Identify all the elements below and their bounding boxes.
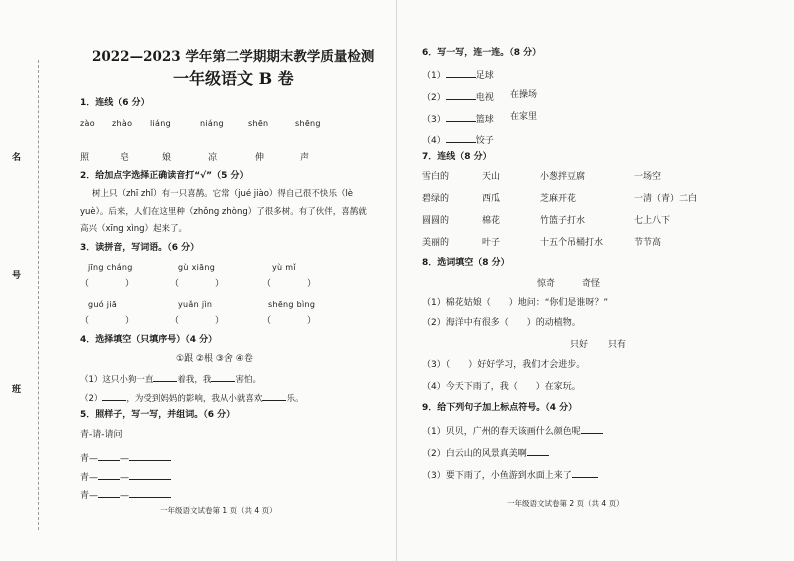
q7-cell: 一清（青）二白 [634,194,698,204]
q5-row: 青— — [80,451,171,465]
q1-char: 声 [300,153,310,163]
q3-answer-box[interactable]: （ ） [170,316,225,326]
q6-place: 在操场 [510,90,538,100]
q7-cell: 节节高 [634,238,662,248]
binding-line [38,60,39,530]
q2-heading: 2．给加点字选择正确读音打“√”（5 分） [80,171,249,181]
q4-sentence-2: （2） ，为受到妈妈的影响，我从小就喜欢 乐。 [80,391,303,405]
q1-pinyin: niáng [200,119,224,128]
q1-pinyin: liáng [150,119,171,128]
q3-answer-box[interactable]: （ ） [262,316,317,326]
q5-heading: 5．照样子，写一写，并组词。（6 分） [80,410,236,420]
q1-heading: 1．连线（6 分） [80,98,150,108]
q3-pinyin: jīng cháng [88,263,133,272]
q8-word: 奇怪 [582,279,601,289]
q7-cell: 叶子 [482,238,501,248]
q2-passage-line: 高兴（xīng xìng）起来了。 [80,224,188,234]
blank[interactable] [98,451,120,461]
q6-item: （2） 电视 [422,90,494,104]
q7-heading: 7．连线（8 分） [422,152,492,162]
q8-word: 只有 [608,340,627,350]
blank[interactable] [446,90,476,100]
q3-pinyin: gù xiāng [178,263,216,272]
q7-cell: 芝麻开花 [540,194,577,204]
page-footer: 一年级语文试卷第 2 页（共 4 页） [507,499,624,508]
q9-sentence: （3）要下雨了，小鱼游到水面上来了 [422,468,598,482]
q3-pinyin: yù mǐ [272,263,296,272]
blank[interactable] [102,391,126,401]
q8-sentence: （2）海洋中有很多（ ）的动植物。 [422,318,581,328]
q6-item: （4） 饺子 [422,133,494,147]
blank[interactable] [129,470,171,480]
q7-cell: 十五个吊桶打水 [540,238,604,248]
q5-row: 青— — [80,488,171,502]
q7-cell: 七上八下 [634,216,671,226]
blank[interactable] [262,391,286,401]
exam-subtitle: 一年级语文 B 卷 [173,69,294,88]
q2-passage-line: yuè）。后来，人们在这里种（zhǒng zhòng）了很多树。有了伙伴，喜鹊就 [80,207,367,217]
q8-word: 只好 [570,340,589,350]
q3-answer-box[interactable]: （ ） [170,279,225,289]
blank[interactable] [446,68,476,78]
q1-char: 娘 [162,153,172,163]
q5-example: 青-请-请问 [80,430,123,440]
q6-item: （1） 足球 [422,68,494,82]
q7-cell: 一场空 [634,172,662,182]
page-footer: 一年级语文试卷第 1 页（共 4 页） [160,506,277,515]
q1-pinyin: shēng [295,119,321,128]
q3-heading: 3．读拼音，写词语。（6 分） [80,243,200,253]
q3-pinyin: yuǎn jìn [178,300,213,309]
margin-label-name: 名 [12,153,22,163]
margin-label-class: 班 [12,385,22,395]
q7-cell: 竹篮子打水 [540,216,586,226]
q3-answer-box[interactable]: （ ） [80,316,135,326]
blank[interactable] [446,112,476,122]
q7-cell: 雪白的 [422,172,450,182]
q1-pinyin: zhào [112,119,133,128]
q6-heading: 6．写一写，连一连。（8 分） [422,48,542,58]
q3-answer-box[interactable]: （ ） [262,279,317,289]
blank[interactable] [98,470,120,480]
q7-cell: 西瓜 [482,194,501,204]
q7-cell: 美丽的 [422,238,450,248]
q7-cell: 天山 [482,172,501,182]
blank[interactable] [153,372,177,382]
q3-pinyin: shēng bìng [268,300,316,309]
q1-pinyin: shēn [248,119,269,128]
q6-place: 在家里 [510,112,538,122]
q4-options: ①跟 ②根 ③舍 ④卷 [176,354,253,364]
q4-heading: 4．选择填空（只填序号）（4 分） [80,335,218,345]
blank[interactable] [211,372,235,382]
q3-answer-box[interactable]: （ ） [80,279,135,289]
q8-sentence: （3）（ ）好好学习，我们才会进步。 [422,360,586,370]
blank[interactable] [129,451,171,461]
q5-row: 青— — [80,470,171,484]
margin-label-number: 号 [12,271,22,281]
blank[interactable] [527,446,549,456]
q7-cell: 棉花 [482,216,501,226]
q7-cell: 小葱拌豆腐 [540,172,586,182]
q3-pinyin: guó jiā [88,300,118,309]
blank[interactable] [446,133,476,143]
q9-heading: 9．给下列句子加上标点符号。（4 分） [422,403,578,413]
q1-char: 皂 [120,153,130,163]
q8-word: 惊奇 [537,279,556,289]
q8-sentence: （4）今天下雨了，我（ ）在家玩。 [422,382,581,392]
q9-sentence: （1）贝贝，广州的春天该画什么颜色呢 [422,424,603,438]
exam-page-2 [397,0,794,561]
blank[interactable] [129,488,171,498]
q7-cell: 碧绿的 [422,194,450,204]
q7-cell: 圆圆的 [422,216,450,226]
q1-char: 伸 [255,153,265,163]
exam-title: 2022—2023 学年第二学期期末教学质量检测 [92,49,375,65]
blank[interactable] [581,424,603,434]
q8-heading: 8．选词填空（8 分） [422,258,510,268]
q1-pinyin: zào [80,119,95,128]
q1-char: 照 [80,153,90,163]
q1-char: 凉 [208,153,218,163]
blank[interactable] [572,468,598,478]
blank[interactable] [98,488,120,498]
q6-item: （3） 篮球 [422,112,494,126]
q4-sentence-1: （1）这只小狗一直 着我，我 害怕。 [80,372,261,386]
q2-passage-line: 树上只（zhī zhǐ）有一只喜鹊。它常（jué jiào）得自己很不快乐（lè [92,189,354,199]
q9-sentence: （2）白云山的风景真美啊 [422,446,549,460]
q8-sentence: （1）棉花姑娘（ ）地问：“你们是谁呀？” [422,298,609,308]
